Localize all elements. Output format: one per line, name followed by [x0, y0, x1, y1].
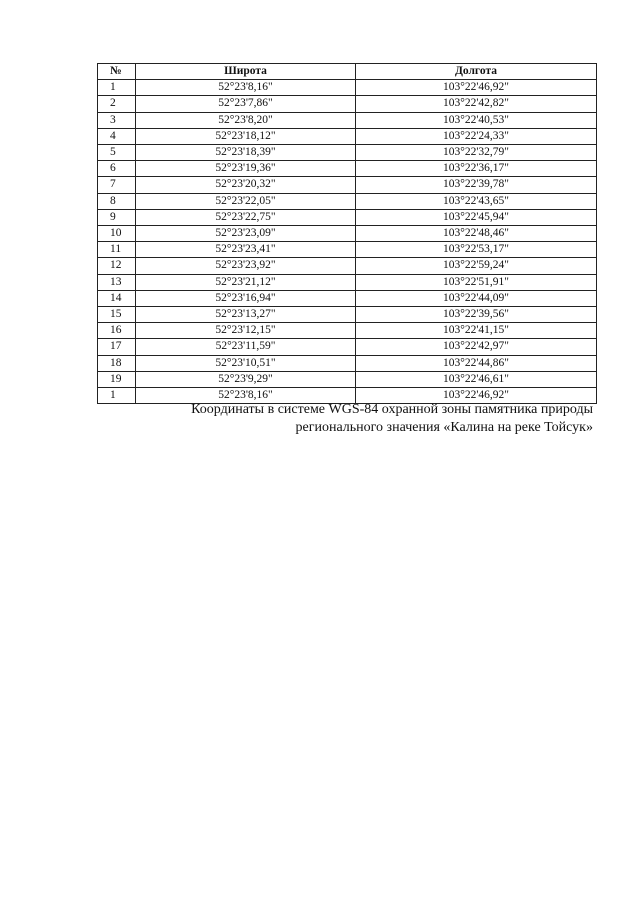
latitude-cell: 52°23'18,39" — [136, 145, 356, 161]
longitude-cell: 103°22'42,97" — [356, 339, 597, 355]
header-latitude: Широта — [136, 64, 356, 80]
point-number: 2 — [98, 96, 136, 112]
table-header-row — [98, 64, 597, 80]
header-longitude: Долгота — [356, 64, 597, 80]
longitude-cell: 103°22'59,24" — [356, 258, 597, 274]
longitude-cell: 103°22'24,33" — [356, 128, 597, 144]
table-row — [98, 96, 597, 112]
longitude-cell: 103°22'41,15" — [356, 323, 597, 339]
table-row — [98, 323, 597, 339]
point-number: 4 — [98, 128, 136, 144]
table-row — [98, 161, 597, 177]
point-number: 11 — [98, 242, 136, 258]
latitude-cell: 52°23'19,36" — [136, 161, 356, 177]
point-number: 1 — [98, 80, 136, 96]
latitude-cell: 52°23'21,12" — [136, 274, 356, 290]
table-row — [98, 193, 597, 209]
latitude-cell: 52°23'12,15" — [136, 323, 356, 339]
latitude-cell: 52°23'11,59" — [136, 339, 356, 355]
point-number: 8 — [98, 193, 136, 209]
point-number: 14 — [98, 290, 136, 306]
longitude-cell: 103°22'48,46" — [356, 226, 597, 242]
longitude-cell: 103°22'46,92" — [356, 80, 597, 96]
latitude-cell: 52°23'20,32" — [136, 177, 356, 193]
latitude-cell: 52°23'23,09" — [136, 226, 356, 242]
table-row — [98, 371, 597, 387]
longitude-cell: 103°22'45,94" — [356, 209, 597, 225]
latitude-cell: 52°23'10,51" — [136, 355, 356, 371]
point-number: 10 — [98, 226, 136, 242]
longitude-cell: 103°22'46,92" — [356, 388, 597, 404]
longitude-cell: 103°22'36,17" — [356, 161, 597, 177]
longitude-cell: 103°22'39,56" — [356, 307, 597, 323]
header-number: № — [98, 64, 136, 80]
table-row — [98, 209, 597, 225]
latitude-cell: 52°23'22,75" — [136, 209, 356, 225]
table-row — [98, 242, 597, 258]
point-number: 3 — [98, 112, 136, 128]
table-row — [98, 112, 597, 128]
longitude-cell: 103°22'44,86" — [356, 355, 597, 371]
longitude-cell: 103°22'51,91" — [356, 274, 597, 290]
longitude-cell: 103°22'43,65" — [356, 193, 597, 209]
table-row — [98, 145, 597, 161]
latitude-cell: 52°23'8,20" — [136, 112, 356, 128]
table-row — [98, 307, 597, 323]
latitude-cell: 52°23'22,05" — [136, 193, 356, 209]
table-row — [98, 290, 597, 306]
table-row — [98, 177, 597, 193]
point-number: 12 — [98, 258, 136, 274]
point-number: 9 — [98, 209, 136, 225]
latitude-cell: 52°23'7,86" — [136, 96, 356, 112]
longitude-cell: 103°22'42,82" — [356, 96, 597, 112]
point-number: 1 — [98, 388, 136, 404]
point-number: 6 — [98, 161, 136, 177]
longitude-cell: 103°22'53,17" — [356, 242, 597, 258]
latitude-cell: 52°23'9,29" — [136, 371, 356, 387]
latitude-cell: 52°23'8,16" — [136, 80, 356, 96]
longitude-cell: 103°22'40,53" — [356, 112, 597, 128]
table-caption — [150, 401, 593, 437]
table-row — [98, 80, 597, 96]
caption-line-1: Координаты в системе WGS-84 охранной зоны памятника природы — [191, 402, 593, 417]
point-number: 5 — [98, 145, 136, 161]
coordinates-table — [97, 63, 597, 404]
latitude-cell: 52°23'23,41" — [136, 242, 356, 258]
longitude-cell: 103°22'32,79" — [356, 145, 597, 161]
latitude-cell: 52°23'16,94" — [136, 290, 356, 306]
point-number: 15 — [98, 307, 136, 323]
table-row — [98, 274, 597, 290]
caption-line-2: регионального значения «Калина на реке Тойсук» — [295, 420, 593, 435]
table-row — [98, 258, 597, 274]
longitude-cell: 103°22'44,09" — [356, 290, 597, 306]
latitude-cell: 52°23'8,16" — [136, 388, 356, 404]
point-number: 18 — [98, 355, 136, 371]
point-number: 16 — [98, 323, 136, 339]
longitude-cell: 103°22'46,61" — [356, 371, 597, 387]
table-row — [98, 339, 597, 355]
latitude-cell: 52°23'23,92" — [136, 258, 356, 274]
longitude-cell: 103°22'39,78" — [356, 177, 597, 193]
point-number: 13 — [98, 274, 136, 290]
point-number: 17 — [98, 339, 136, 355]
latitude-cell: 52°23'13,27" — [136, 307, 356, 323]
point-number: 7 — [98, 177, 136, 193]
table-row — [98, 355, 597, 371]
latitude-cell: 52°23'18,12" — [136, 128, 356, 144]
table-row — [98, 226, 597, 242]
point-number: 19 — [98, 371, 136, 387]
table-row — [98, 128, 597, 144]
